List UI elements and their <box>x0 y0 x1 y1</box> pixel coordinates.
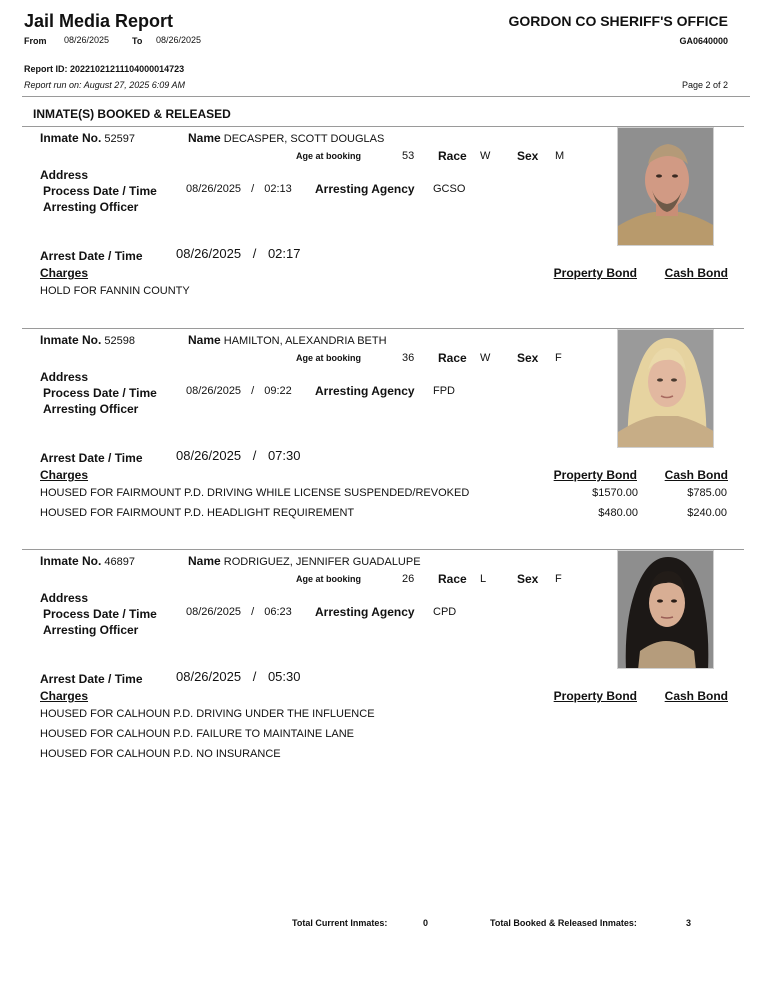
process-date: 08/26/2025 <box>186 385 242 397</box>
agency-code: GA0640000 <box>679 36 728 46</box>
inmate-number-label: Inmate No. <box>40 333 102 347</box>
property-bond-label: Property Bond <box>553 266 637 280</box>
total-current-label: Total Current Inmates: <box>292 918 388 928</box>
process-date: 08/26/2025 <box>186 606 242 618</box>
cash-bond-label: Cash Bond <box>664 468 728 482</box>
race-value: L <box>480 573 487 585</box>
inmate-name-field <box>188 333 387 347</box>
report-id <box>24 64 184 74</box>
mugshot-photo <box>617 550 714 669</box>
charge-row <box>40 285 730 304</box>
race-value: W <box>480 150 491 162</box>
inmate-record <box>0 127 773 347</box>
arresting-agency-value: GCSO <box>433 183 466 195</box>
arresting-officer-label: Arresting Officer <box>43 200 139 214</box>
inmate-name-field <box>188 131 384 145</box>
run-on-value: August 27, 2025 6:09 AM <box>83 80 185 90</box>
process-time: 06:23 <box>264 606 292 618</box>
sex-label: Sex <box>517 351 539 365</box>
arresting-officer-label: Arresting Officer <box>43 623 139 637</box>
agency-name: GORDON CO SHERIFF'S OFFICE <box>508 13 728 29</box>
arrest-date-value <box>176 669 301 684</box>
to-date: 08/26/2025 <box>156 35 202 45</box>
total-booked-value: 3 <box>686 918 692 928</box>
arrest-separator: / <box>252 669 257 684</box>
address-label: Address <box>40 591 89 605</box>
process-time: 09:22 <box>264 385 292 397</box>
run-on-label: Report run on: <box>24 80 82 90</box>
arrest-time: 02:17 <box>267 246 301 261</box>
inmate-record <box>0 329 773 549</box>
inmate-name: DECASPER, SCOTT DOUGLAS <box>223 133 385 145</box>
age-value: 26 <box>402 573 415 585</box>
sex-value: F <box>555 352 562 364</box>
inmate-name: HAMILTON, ALEXANDRIA BETH <box>223 335 387 347</box>
process-date-label: Process Date / Time <box>43 607 157 621</box>
arrest-date: 08/26/2025 <box>176 246 242 261</box>
arrest-date-label: Arrest Date / Time <box>40 249 143 263</box>
to-label: To <box>132 36 143 46</box>
charge-row <box>40 728 730 747</box>
from-date: 08/26/2025 <box>64 35 110 45</box>
report-run-on <box>24 80 185 90</box>
charge-row <box>40 708 730 727</box>
inmate-number-label: Inmate No. <box>40 131 102 145</box>
property-bond-label: Property Bond <box>553 689 637 703</box>
inmate-record <box>0 550 773 770</box>
charge-row <box>40 487 730 506</box>
sex-label: Sex <box>517 572 539 586</box>
total-booked-label: Total Booked & Released Inmates: <box>490 918 637 928</box>
section-title: INMATE(S) BOOKED & RELEASED <box>33 107 231 121</box>
arresting-agency-label: Arresting Agency <box>315 182 415 196</box>
inmate-number: 52597 <box>104 133 135 145</box>
from-label: From <box>24 36 47 46</box>
arrest-separator: / <box>252 448 257 463</box>
inmate-number-label: Inmate No. <box>40 554 102 568</box>
name-label: Name <box>188 554 221 568</box>
process-date: 08/26/2025 <box>186 183 242 195</box>
header-divider <box>22 96 750 97</box>
process-date-value <box>186 606 292 618</box>
report-id-value: 20221021211104000014723 <box>70 64 185 74</box>
arrest-separator: / <box>252 246 257 261</box>
age-label: Age at booking <box>296 574 361 584</box>
charges-label: Charges <box>40 689 89 703</box>
process-separator: / <box>251 183 255 195</box>
process-separator: / <box>251 385 255 397</box>
page-number: Page 2 of 2 <box>681 80 728 90</box>
arresting-agency-value: FPD <box>433 385 455 397</box>
arrest-date-label: Arrest Date / Time <box>40 451 143 465</box>
inmate-number: 52598 <box>104 335 135 347</box>
sex-value: M <box>555 150 565 162</box>
charge-description: HOUSED FOR CALHOUN P.D. NO INSURANCE <box>40 748 281 760</box>
race-value: W <box>480 352 491 364</box>
arresting-agency-label: Arresting Agency <box>315 605 415 619</box>
total-current-value: 0 <box>423 918 429 928</box>
race-label: Race <box>438 351 467 365</box>
age-label: Age at booking <box>296 151 361 161</box>
name-label: Name <box>188 131 221 145</box>
charge-row <box>40 507 730 526</box>
charge-row <box>40 748 730 767</box>
process-separator: / <box>251 606 255 618</box>
charge-description: HOUSED FOR CALHOUN P.D. FAILURE TO MAINTAINE LANE <box>40 728 354 740</box>
cash-bond-label: Cash Bond <box>664 266 728 280</box>
report-id-label: Report ID: <box>24 64 68 74</box>
arrest-date-label: Arrest Date / Time <box>40 672 143 686</box>
cash-bond-amount: $240.00 <box>687 507 727 519</box>
inmate-name-field <box>188 554 421 568</box>
arresting-agency-value: CPD <box>433 606 457 618</box>
process-date-value <box>186 385 292 397</box>
arrest-time: 07:30 <box>267 448 301 463</box>
inmate-number-field <box>40 131 135 145</box>
cash-bond-amount: $785.00 <box>687 487 727 499</box>
report-title: Jail Media Report <box>24 11 174 31</box>
charge-description: HOUSED FOR FAIRMOUNT P.D. HEADLIGHT REQUIREMENT <box>40 507 355 519</box>
inmate-number-field <box>40 333 135 347</box>
process-time: 02:13 <box>264 183 292 195</box>
age-label: Age at booking <box>296 353 361 363</box>
address-label: Address <box>40 168 89 182</box>
process-date-label: Process Date / Time <box>43 386 157 400</box>
name-label: Name <box>188 333 221 347</box>
charge-description: HOLD FOR FANNIN COUNTY <box>40 285 190 297</box>
property-bond-label: Property Bond <box>553 468 637 482</box>
age-value: 36 <box>402 352 415 364</box>
sex-value: F <box>555 573 562 585</box>
mugshot-photo <box>617 127 714 246</box>
arrest-date: 08/26/2025 <box>176 448 242 463</box>
inmate-number: 46897 <box>104 556 135 568</box>
process-date-label: Process Date / Time <box>43 184 157 198</box>
arresting-agency-label: Arresting Agency <box>315 384 415 398</box>
arrest-date: 08/26/2025 <box>176 669 242 684</box>
property-bond-amount: $1570.00 <box>592 487 638 499</box>
arresting-officer-label: Arresting Officer <box>43 402 139 416</box>
address-label: Address <box>40 370 89 384</box>
age-value: 53 <box>402 150 415 162</box>
process-date-value <box>186 183 292 195</box>
race-label: Race <box>438 572 467 586</box>
arrest-date-value <box>176 246 301 261</box>
property-bond-amount: $480.00 <box>598 507 638 519</box>
arrest-date-value <box>176 448 301 463</box>
inmate-number-field <box>40 554 135 568</box>
mugshot-photo <box>617 329 714 448</box>
charge-description: HOUSED FOR FAIRMOUNT P.D. DRIVING WHILE LICENSE SUSPENDED/REVOKED <box>40 487 470 499</box>
race-label: Race <box>438 149 467 163</box>
charges-label: Charges <box>40 468 89 482</box>
sex-label: Sex <box>517 149 539 163</box>
charges-label: Charges <box>40 266 89 280</box>
cash-bond-label: Cash Bond <box>664 689 728 703</box>
arrest-time: 05:30 <box>267 669 301 684</box>
inmate-name: RODRIGUEZ, JENNIFER GUADALUPE <box>223 556 421 568</box>
charge-description: HOUSED FOR CALHOUN P.D. DRIVING UNDER THE INFLUENCE <box>40 708 375 720</box>
